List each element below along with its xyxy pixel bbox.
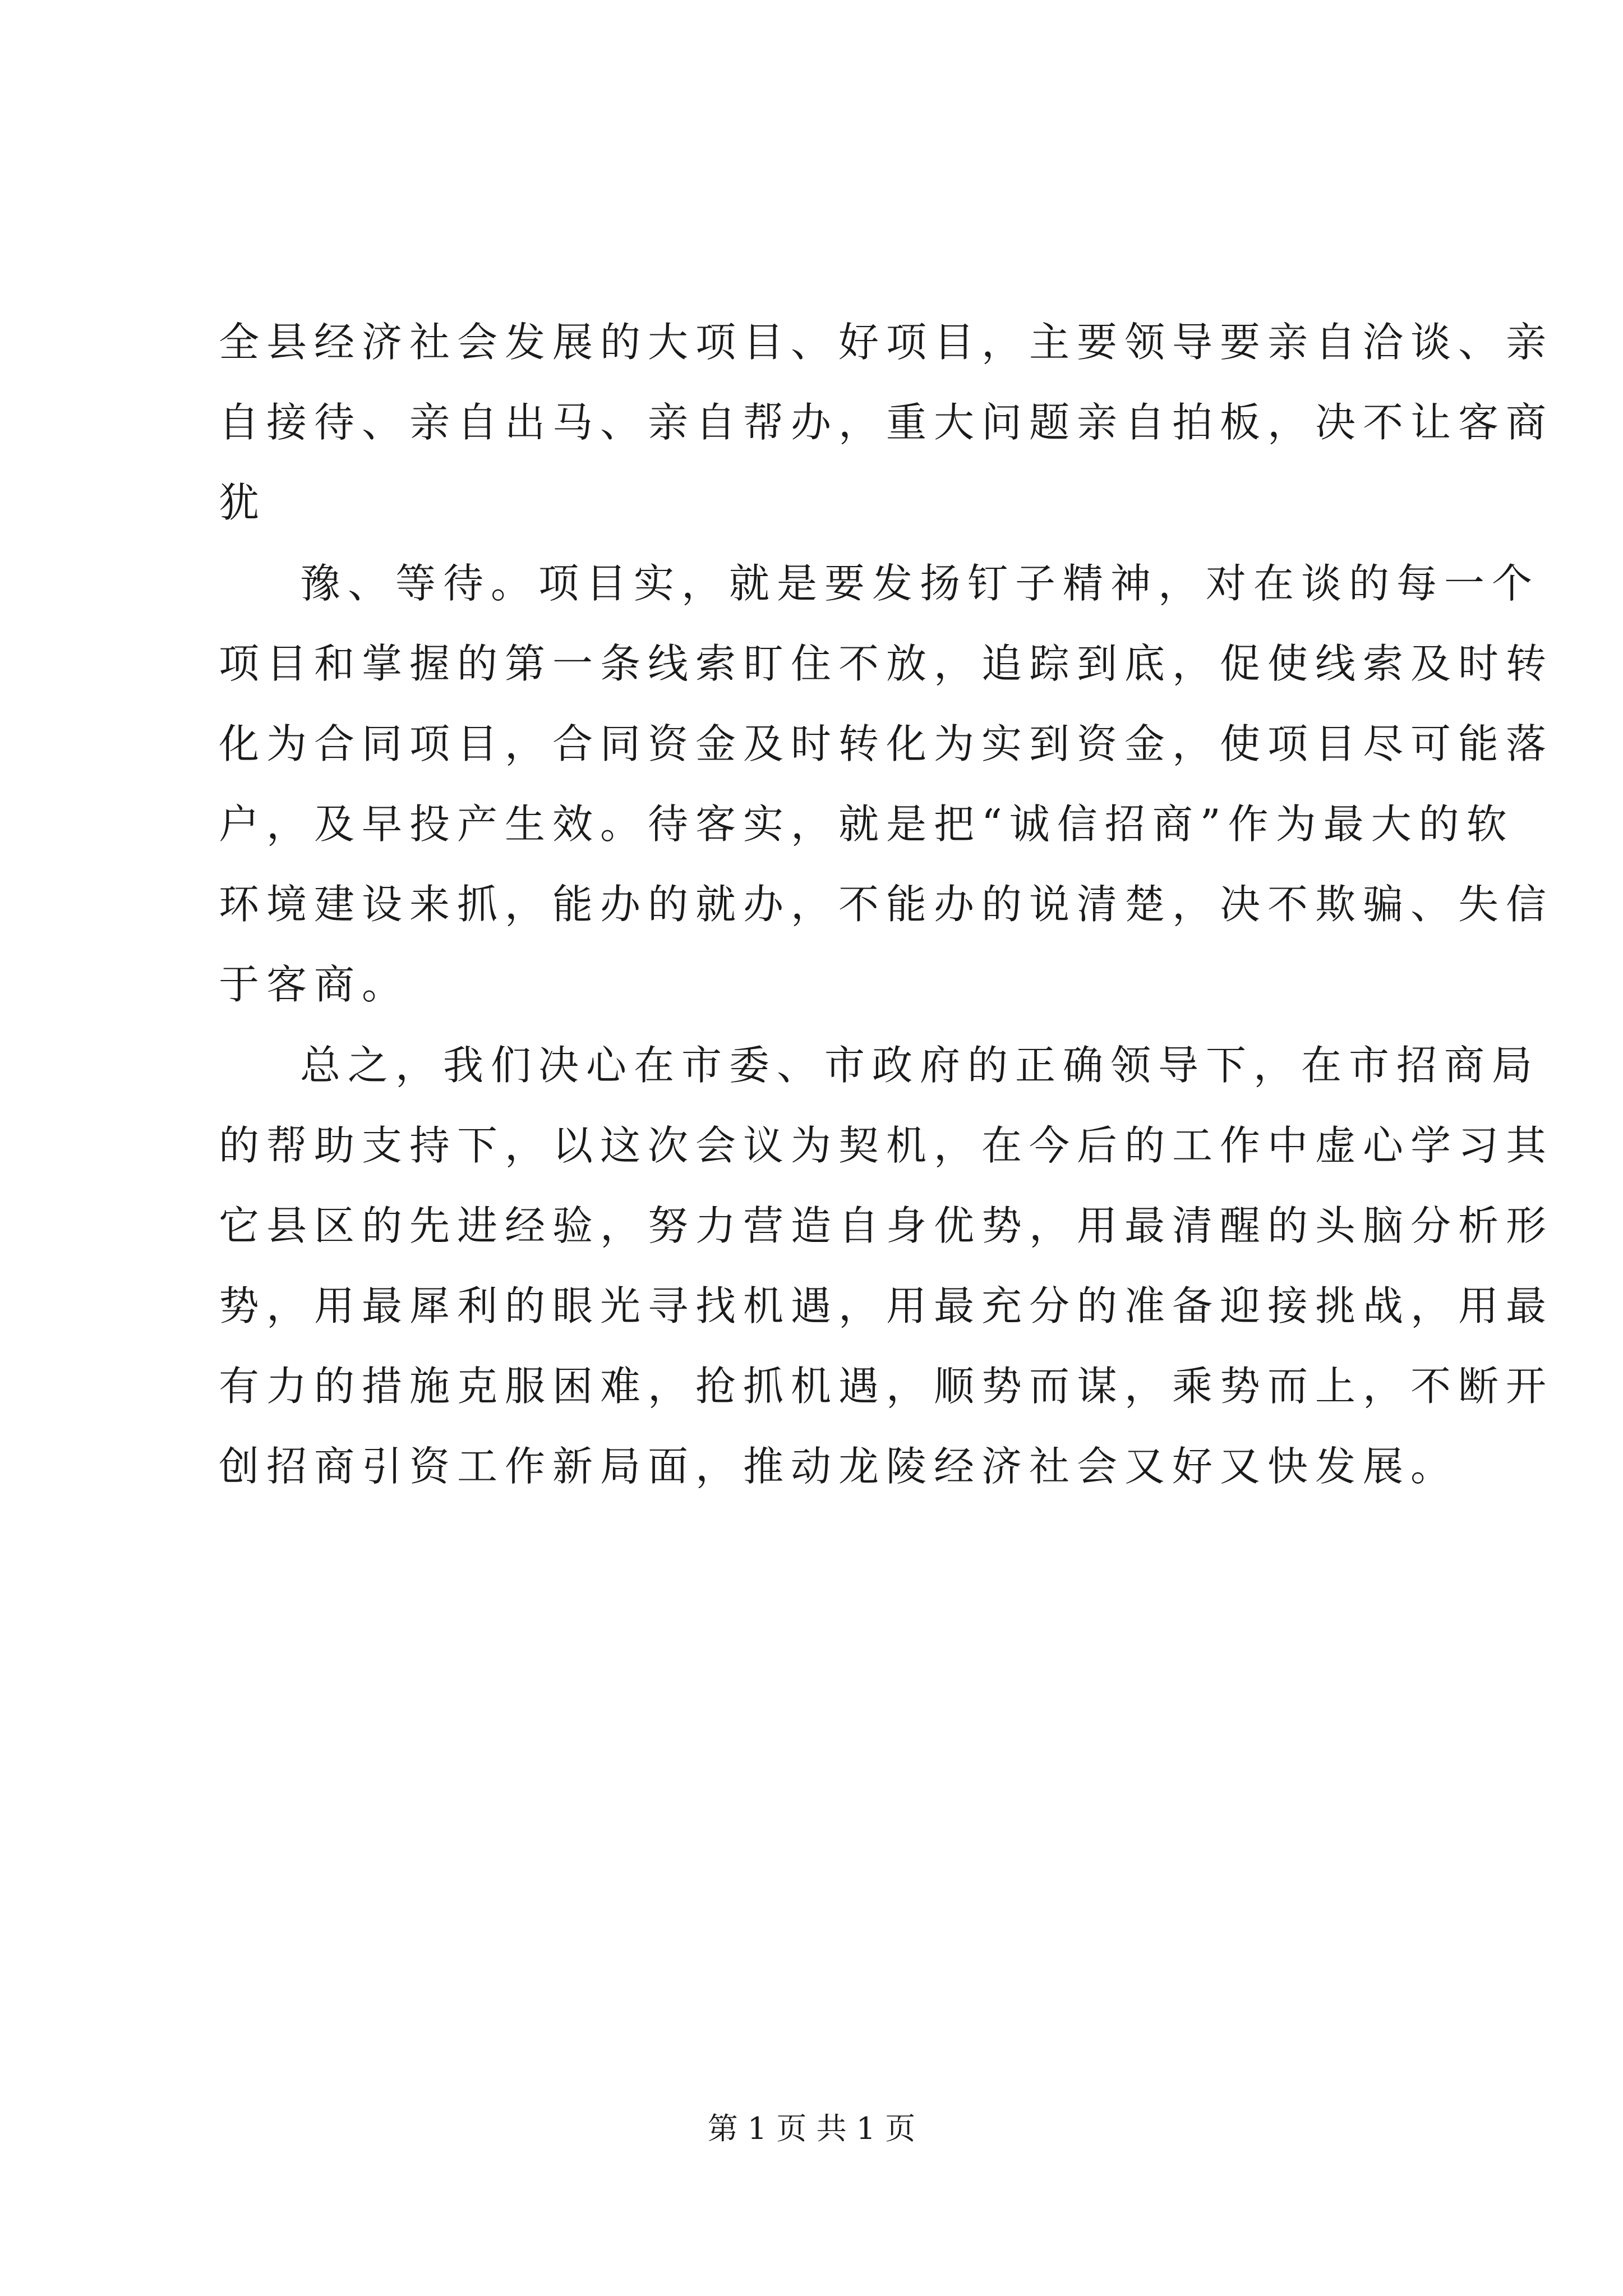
text-line: 它县区的先进经验，努力营造自身优势，用最清醒的头脑分析形 <box>219 1202 1554 1249</box>
text-line: 创招商引资工作新局面，推动龙陵经济社会又好又快发展。 <box>219 1443 1459 1490</box>
page-number-footer: 第 1 页 共 1 页 <box>707 2111 916 2146</box>
text-line: 势，用最犀利的眼光寻找机遇，用最充分的准备迎接挑战，用最 <box>219 1282 1554 1329</box>
text-line: 项目和掌握的第一条线索盯住不放，追踪到底，促使线索及时转 <box>219 640 1554 687</box>
text-line: 有力的措施克服困难，抢抓机遇，顺势而谋，乘势而上，不断开 <box>219 1363 1554 1410</box>
text-line: 犹 <box>219 479 267 526</box>
text-line: 自接待、亲自出马、亲自帮办，重大问题亲自拍板，决不让客商 <box>219 399 1554 446</box>
text-line: 豫、等待。项目实，就是要发扬钉子精神，对在谈的每一个 <box>300 560 1540 607</box>
text-line: 化为合同项目，合同资金及时转化为实到资金，使项目尽可能落 <box>219 720 1554 767</box>
text-line: 于客商。 <box>219 961 410 1008</box>
text-line: 总之，我们决心在市委、市政府的正确领导下，在市招商局 <box>300 1042 1540 1089</box>
text-line: 的帮助支持下，以这次会议为契机，在今后的工作中虚心学习其 <box>219 1122 1554 1169</box>
text-line: 户，及早投产生效。待客实，就是把“诚信招商”作为最大的软 <box>219 800 1514 848</box>
text-line: 环境建设来抓，能办的就办，不能办的说清楚，决不欺骗、失信 <box>219 881 1554 928</box>
text-line: 全县经济社会发展的大项目、好项目，主要领导要亲自洽谈、亲 <box>219 319 1554 366</box>
